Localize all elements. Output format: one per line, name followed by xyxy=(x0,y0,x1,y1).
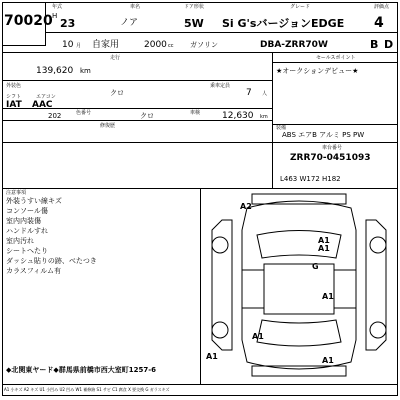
chassis-left-border xyxy=(272,142,273,188)
score: 4 xyxy=(374,15,384,31)
spec-divider-3 xyxy=(2,120,272,121)
door-count: 5W xyxy=(184,17,204,30)
displacement-unit: cc xyxy=(168,43,174,49)
label-color: 外装色 xyxy=(6,83,22,89)
exterior-grade: D xyxy=(384,38,394,51)
damage-mark: A1 xyxy=(318,236,330,245)
label-repair: 修復歴 xyxy=(100,123,116,129)
color-code: 202 xyxy=(48,112,62,120)
label-aircon: エアコン xyxy=(36,94,56,100)
chassis-number: ZRR70-0451093 xyxy=(290,153,371,163)
note-item: カラスフィルム有 xyxy=(6,267,61,275)
length-value: 12,630 xyxy=(222,111,254,121)
damage-mark: A1 xyxy=(322,356,334,365)
color-code-name: クロ xyxy=(140,112,154,120)
spec-divider-2 xyxy=(2,108,272,109)
equip-divider xyxy=(272,124,398,125)
note-item: 室内内装傷 xyxy=(6,217,41,225)
label-inspection: 車検 xyxy=(190,110,201,116)
seats-unit: 人 xyxy=(262,91,268,97)
usage: 自家用 xyxy=(92,40,120,50)
chassis-dims: L463 W172 H182 xyxy=(280,175,341,183)
damage-mark: G xyxy=(312,262,319,271)
sales-divider xyxy=(272,62,398,63)
damage-mark: A2 xyxy=(240,202,252,211)
mileage: 139,620 xyxy=(36,66,74,76)
yard-location: ◆北関東ヤード◆群馬県前橋市西大室町1257-6 xyxy=(6,366,157,374)
transmission: IAT xyxy=(6,100,22,110)
spec-right-border xyxy=(272,52,273,142)
displacement: 2000 xyxy=(144,40,167,50)
label-equipment: 装備 xyxy=(276,125,287,131)
label-color-code: 色番号 xyxy=(76,110,92,116)
notes-list xyxy=(6,197,97,277)
diagram-left-border xyxy=(200,188,201,384)
damage-mark: A1 xyxy=(206,352,218,361)
spec-divider-1 xyxy=(2,80,272,81)
damage-mark: A1 xyxy=(252,332,264,341)
note-item: ハンドルすれ xyxy=(6,227,48,235)
note-item: コンソール傷 xyxy=(6,207,48,215)
notes-title: 注意事項 xyxy=(6,190,27,196)
fuel: ガソリン xyxy=(190,41,218,49)
model-name: ノア xyxy=(120,18,139,28)
header-divider xyxy=(46,32,398,33)
grade-name: Si G'sバージョンEDGE xyxy=(222,17,345,30)
sales-point-text: ★オークションデビュー★ xyxy=(276,67,359,75)
car-diagram xyxy=(202,190,396,382)
era-mark: H xyxy=(52,12,58,20)
note-item: 室内汚れ xyxy=(6,237,34,245)
footer-legend: A1 小キズ A2 キズ U1 小凹み U2 凹み W1 補修跡 S1 サビ C1 腐食 X 要交換 G ガラスキズ xyxy=(4,387,170,392)
note-item: シートへたり xyxy=(6,247,48,255)
model-year: 23 xyxy=(60,17,76,30)
damage-mark: A1 xyxy=(322,292,334,301)
note-item: 外装うすい線キズ xyxy=(6,197,62,205)
sales-point-title: セールスポイント xyxy=(316,55,356,61)
month: 10 xyxy=(62,40,74,50)
footer-divider xyxy=(2,384,398,385)
length-unit: km xyxy=(260,114,268,120)
interior-grade: B xyxy=(370,38,379,51)
aircon: AAC xyxy=(32,100,53,110)
equipment: ABS エアB アルミ PS PW xyxy=(282,131,365,139)
label-year: 年式 xyxy=(52,4,63,10)
seats: 7 xyxy=(246,88,252,98)
label-seats: 乗車定員 xyxy=(210,83,231,89)
mileage-unit: km xyxy=(80,67,91,75)
lot-number: 70020 xyxy=(4,13,53,29)
label-doors: ドア形状 xyxy=(184,4,204,10)
damage-mark: A1 xyxy=(318,244,330,253)
model-code: DBA-ZRR70W xyxy=(260,40,328,50)
month-unit: 月 xyxy=(76,43,82,49)
label-mileage: 走行 xyxy=(110,55,121,61)
label-score: 評価点 xyxy=(374,4,390,10)
spec-divider-4 xyxy=(2,142,398,143)
color: クロ xyxy=(110,89,124,97)
row-divider-1 xyxy=(2,52,398,53)
note-item: ダッシュ貼りの跡、べたつき xyxy=(6,257,97,265)
chassis-label-top: 車台番号 xyxy=(322,145,343,151)
label-shift: シフト xyxy=(6,94,22,100)
label-model: 車名 xyxy=(130,4,141,10)
label-grade: グレード xyxy=(290,4,311,10)
